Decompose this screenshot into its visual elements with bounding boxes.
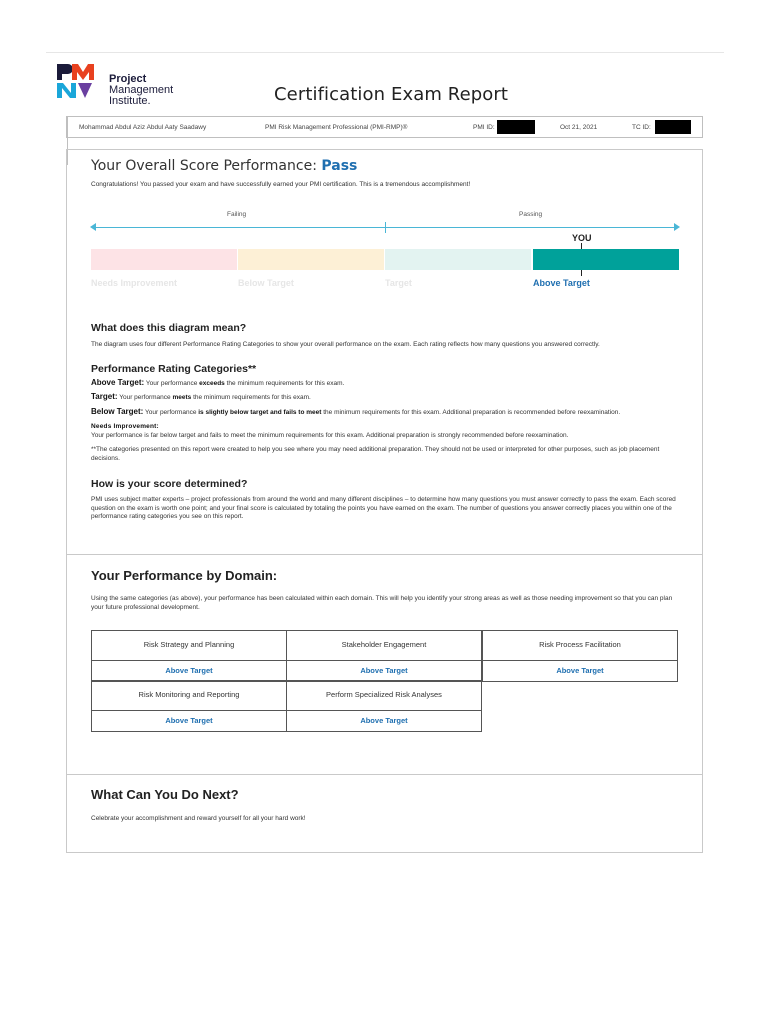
logo-line-management: Management <box>109 84 174 96</box>
band-needs-improvement <box>91 249 237 270</box>
band-label-needs-improvement: Needs Improvement <box>91 278 178 288</box>
axis-arrow-right-icon <box>674 223 680 231</box>
domain-cell <box>286 630 482 682</box>
passing-label: Passing <box>519 211 543 218</box>
category-name: Target: <box>91 392 118 401</box>
domain-cell <box>91 680 287 732</box>
domain-performance-text: Using the same categories (as above), your performance has been calculated within each domain. This will help you identify your strong areas as well as those needing improvement so that you can plan your future professional development. <box>91 595 673 611</box>
rating-categories-heading: Performance Rating Categories** <box>91 363 257 375</box>
redacted-tc-id <box>655 120 691 134</box>
pmi-logo-icon <box>56 63 96 99</box>
band-label-above-target: Above Target <box>533 278 590 288</box>
report-page <box>46 52 724 862</box>
report-card <box>66 149 703 853</box>
logo-line-project: Project <box>109 73 147 85</box>
domain-name: Risk Strategy and Planning <box>92 631 286 661</box>
domain-cell <box>286 680 482 732</box>
category-needs-improvement <box>91 423 681 440</box>
redacted-pmi-id <box>497 120 535 134</box>
pmi-logo <box>56 63 196 107</box>
pmi-id-label: PMI ID: <box>473 124 495 131</box>
failing-label: Failing <box>227 211 247 218</box>
categories-footnote: **The categories presented on this report were created to help you see where you may need additional preparation. They should not be used or interpreted for other purposes, such as job placement decisions. <box>91 446 660 462</box>
category-name: Above Target: <box>91 378 145 387</box>
band-label-below-target: Below Target <box>238 278 294 288</box>
domain-name: Risk Process Facilitation <box>483 631 677 661</box>
pmi-logo-wordmark <box>109 74 173 107</box>
logo-line-institute: Institute. <box>109 95 151 107</box>
overall-score-heading <box>91 158 357 174</box>
category-text: the minimum requirements for this exam. <box>191 394 311 401</box>
category-emphasis: meets <box>172 394 192 401</box>
category-text: the minimum requirements for this exam. <box>224 380 345 387</box>
overall-heading-text: Your Overall Score Performance: <box>91 158 317 174</box>
category-below-target <box>91 408 681 418</box>
category-text: Your performance <box>117 394 173 401</box>
section-divider <box>67 554 702 555</box>
band-label-target: Target <box>385 278 412 288</box>
domain-name: Perform Specialized Risk Analyses <box>287 681 481 711</box>
certification-name: PMI Risk Management Professional (PMI-RMP)® <box>265 124 408 131</box>
domain-rating: Above Target <box>360 666 408 675</box>
category-text: Your performance <box>144 380 200 387</box>
score-determined-heading: How is your score determined? <box>91 478 248 490</box>
band-above-target <box>533 249 679 270</box>
category-text: Your performance <box>143 409 199 416</box>
candidate-name: Mohammad Abdul Aziz Abdul Aaty Saadawy <box>79 124 207 131</box>
you-marker-label: YOU <box>572 233 592 243</box>
category-name: Below Target: <box>91 407 144 416</box>
category-text: the minimum requirements for this exam. Additional preparation is recommended before reexamination. <box>321 409 621 416</box>
domain-name: Risk Monitoring and Reporting <box>92 681 286 711</box>
domain-cell <box>482 630 678 682</box>
band-below-target <box>238 249 384 270</box>
domain-rating: Above Target <box>556 666 604 675</box>
band-target <box>385 249 531 270</box>
diagram-meaning-heading: What does this diagram mean? <box>91 322 247 334</box>
domain-rating: Above Target <box>360 716 408 725</box>
tc-id-label: TC ID: <box>632 124 651 131</box>
candidate-info-bar <box>66 116 703 138</box>
next-steps-text: Celebrate your accomplishment and reward yourself for all your hard work! <box>91 815 306 822</box>
category-emphasis: is slightly below target and fails to meet <box>198 409 322 416</box>
pass-threshold-marker <box>385 222 386 233</box>
congratulations-message: Congratulations! You passed your exam and have successfully earned your PMI certification. This is a tremendous accomplishment! <box>91 181 471 188</box>
diagram-meaning-text: The diagram uses four different Performance Rating Categories to show your overall performance on the exam. Each rating reflects how many questions you answered correctly. <box>91 341 600 348</box>
domain-cell <box>91 630 287 682</box>
divider <box>67 129 68 141</box>
domain-rating: Above Target <box>165 666 213 675</box>
category-name: Needs Improvement: <box>91 423 159 430</box>
category-text: Your performance is far below target and fails to meet the minimum requirements for this exam. Additional preparation is strongly recommended before reexamination. <box>91 431 569 439</box>
section-divider <box>67 774 702 775</box>
pass-result: Pass <box>321 158 358 174</box>
category-emphasis: exceeds <box>199 380 225 387</box>
domain-performance-heading: Your Performance by Domain: <box>91 568 278 583</box>
domain-rating: Above Target <box>165 716 213 725</box>
category-target <box>91 393 681 403</box>
next-steps-heading: What Can You Do Next? <box>91 787 239 802</box>
divider <box>67 117 68 129</box>
domain-name: Stakeholder Engagement <box>287 631 481 661</box>
category-above-target <box>91 379 681 389</box>
exam-date: Oct 21, 2021 <box>560 124 598 131</box>
report-title: Certification Exam Report <box>274 84 509 105</box>
score-determined-text: PMI uses subject matter experts – project professionals from around the world and many different disciplines – to determine how many questions you must answer correctly to pass the exam. Each scored question on the exam is worth one point; and your final score is calculated by totaling the points you have earned on the exam. The number of questions you answer correctly places you within one of the performance rating categories you see on this report. <box>91 496 676 520</box>
